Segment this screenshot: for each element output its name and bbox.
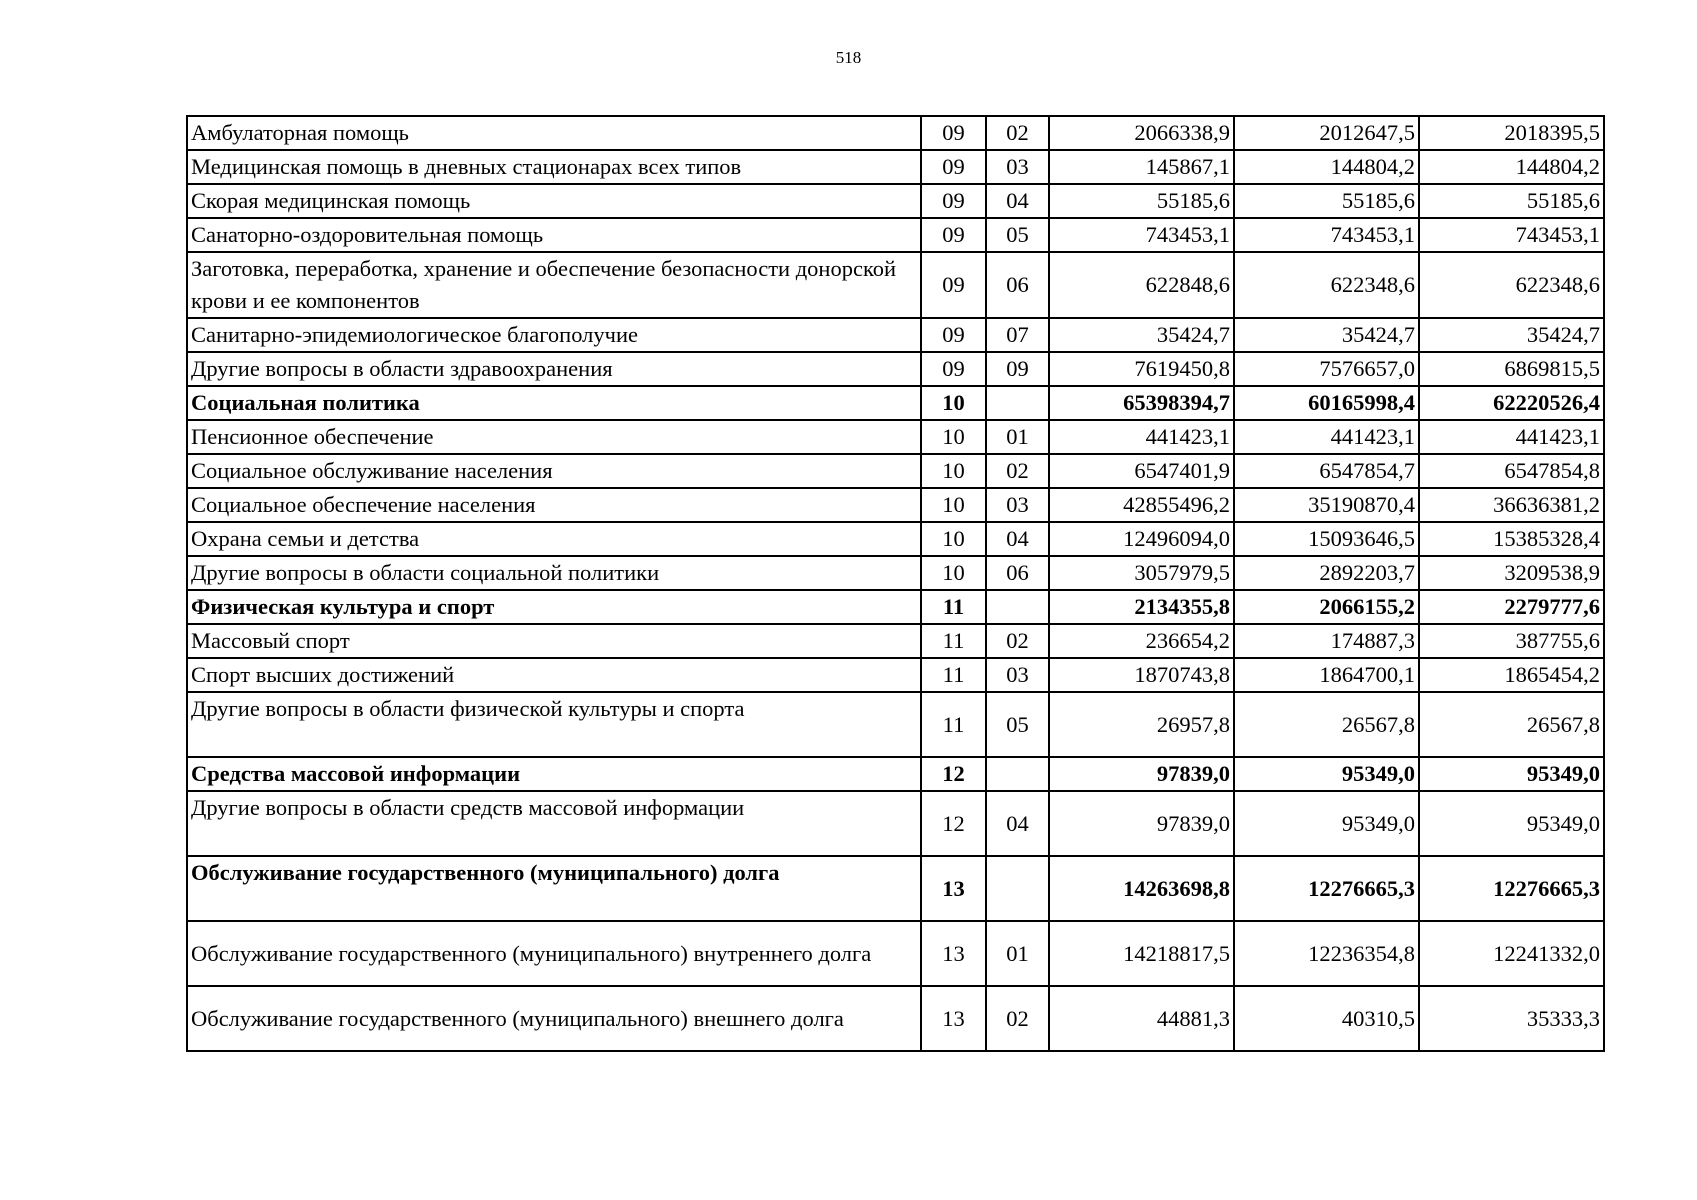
row-value-1: 14218817,5 [1049,921,1234,986]
row-value-3: 36636381,2 [1419,488,1604,522]
row-section-code: 10 [921,454,986,488]
row-value-3: 15385328,4 [1419,522,1604,556]
row-subsection-code [986,590,1049,624]
row-value-1: 1870743,8 [1049,658,1234,692]
row-name: Другие вопросы в области социальной политики [187,556,921,590]
row-subsection-code: 04 [986,184,1049,218]
row-section-code: 10 [921,522,986,556]
row-value-2: 2892203,7 [1234,556,1419,590]
row-value-2: 441423,1 [1234,420,1419,454]
table-section-row [187,386,1604,420]
row-name: Спорт высших достижений [187,658,921,692]
row-value-2: 95349,0 [1234,757,1419,791]
row-value-3: 35333,3 [1419,986,1604,1051]
row-subsection-code: 04 [986,522,1049,556]
row-section-code: 09 [921,218,986,252]
row-subsection-code: 03 [986,488,1049,522]
row-name: Социальное обслуживание населения [187,454,921,488]
row-value-2: 55185,6 [1234,184,1419,218]
row-section-code: 13 [921,856,986,921]
row-value-2: 95349,0 [1234,791,1419,856]
row-value-3: 26567,8 [1419,692,1604,757]
row-subsection-code: 02 [986,454,1049,488]
row-value-2: 2066155,2 [1234,590,1419,624]
table-section-row [187,757,1604,791]
row-name: Санаторно-оздоровительная помощь [187,218,921,252]
row-value-2: 15093646,5 [1234,522,1419,556]
row-subsection-code: 05 [986,692,1049,757]
row-section-code: 12 [921,791,986,856]
table-section-row [187,856,1604,921]
row-value-1: 12496094,0 [1049,522,1234,556]
row-value-1: 42855496,2 [1049,488,1234,522]
row-value-2: 2012647,5 [1234,116,1419,150]
row-value-1: 97839,0 [1049,791,1234,856]
table-row [187,252,1604,318]
row-value-1: 44881,3 [1049,986,1234,1051]
table-row [187,556,1604,590]
table-row [187,624,1604,658]
row-subsection-code: 06 [986,252,1049,318]
row-subsection-code: 02 [986,624,1049,658]
row-value-2: 12276665,3 [1234,856,1419,921]
table-row [187,488,1604,522]
row-name: Физическая культура и спорт [187,590,921,624]
row-name: Социальная политика [187,386,921,420]
row-subsection-code [986,386,1049,420]
table-row [187,318,1604,352]
row-value-1: 236654,2 [1049,624,1234,658]
row-value-3: 62220526,4 [1419,386,1604,420]
table-row [187,986,1604,1051]
row-value-2: 622348,6 [1234,252,1419,318]
row-section-code: 09 [921,318,986,352]
row-subsection-code: 07 [986,318,1049,352]
row-section-code: 09 [921,116,986,150]
row-name: Другие вопросы в области здравоохранения [187,352,921,386]
table-row [187,116,1604,150]
row-subsection-code: 05 [986,218,1049,252]
row-value-3: 95349,0 [1419,791,1604,856]
row-value-3: 2279777,6 [1419,590,1604,624]
row-name: Скорая медицинская помощь [187,184,921,218]
row-section-code: 11 [921,624,986,658]
row-name: Амбулаторная помощь [187,116,921,150]
row-name: Социальное обеспечение населения [187,488,921,522]
row-name: Обслуживание государственного (муниципального) внешнего долга [187,986,921,1051]
table-section-row [187,590,1604,624]
row-value-3: 441423,1 [1419,420,1604,454]
table-row [187,692,1604,757]
row-value-1: 2134355,8 [1049,590,1234,624]
row-value-2: 40310,5 [1234,986,1419,1051]
row-subsection-code [986,856,1049,921]
row-value-3: 6869815,5 [1419,352,1604,386]
table-row [187,150,1604,184]
row-section-code: 11 [921,658,986,692]
budget-table [186,115,1605,1052]
row-value-3: 387755,6 [1419,624,1604,658]
row-subsection-code: 09 [986,352,1049,386]
row-section-code: 11 [921,692,986,757]
page-number: 518 [835,48,862,67]
row-name: Медицинская помощь в дневных стационарах всех типов [187,150,921,184]
row-value-1: 3057979,5 [1049,556,1234,590]
row-value-3: 622348,6 [1419,252,1604,318]
row-subsection-code: 03 [986,150,1049,184]
table-row [187,184,1604,218]
row-value-2: 12236354,8 [1234,921,1419,986]
row-value-1: 7619450,8 [1049,352,1234,386]
row-name: Санитарно-эпидемиологическое благополучие [187,318,921,352]
row-value-1: 743453,1 [1049,218,1234,252]
row-value-2: 26567,8 [1234,692,1419,757]
row-value-2: 60165998,4 [1234,386,1419,420]
row-value-2: 743453,1 [1234,218,1419,252]
row-name: Обслуживание государственного (муниципального) внутреннего долга [187,921,921,986]
row-value-3: 12276665,3 [1419,856,1604,921]
row-value-3: 743453,1 [1419,218,1604,252]
row-value-1: 35424,7 [1049,318,1234,352]
row-section-code: 13 [921,986,986,1051]
row-name: Другие вопросы в области физической культуры и спорта [187,692,921,757]
row-section-code: 12 [921,757,986,791]
row-subsection-code: 01 [986,921,1049,986]
row-value-1: 622848,6 [1049,252,1234,318]
table-row [187,218,1604,252]
row-value-3: 3209538,9 [1419,556,1604,590]
table-row [187,791,1604,856]
row-value-3: 2018395,5 [1419,116,1604,150]
row-name: Массовый спорт [187,624,921,658]
row-section-code: 09 [921,184,986,218]
budget-table-body [187,116,1604,1051]
row-section-code: 09 [921,150,986,184]
row-value-3: 144804,2 [1419,150,1604,184]
row-subsection-code: 03 [986,658,1049,692]
row-subsection-code: 01 [986,420,1049,454]
row-subsection-code [986,757,1049,791]
row-section-code: 10 [921,386,986,420]
row-section-code: 10 [921,488,986,522]
row-section-code: 09 [921,352,986,386]
row-value-1: 97839,0 [1049,757,1234,791]
row-name: Другие вопросы в области средств массовой информации [187,791,921,856]
row-section-code: 10 [921,556,986,590]
row-name: Охрана семьи и детства [187,522,921,556]
row-value-1: 2066338,9 [1049,116,1234,150]
row-section-code: 13 [921,921,986,986]
table-row [187,420,1604,454]
row-value-3: 35424,7 [1419,318,1604,352]
row-value-1: 14263698,8 [1049,856,1234,921]
row-value-1: 26957,8 [1049,692,1234,757]
row-value-1: 55185,6 [1049,184,1234,218]
table-row [187,658,1604,692]
row-section-code: 10 [921,420,986,454]
row-name: Пенсионное обеспечение [187,420,921,454]
row-value-2: 35424,7 [1234,318,1419,352]
row-value-2: 6547854,7 [1234,454,1419,488]
row-value-3: 12241332,0 [1419,921,1604,986]
row-value-3: 55185,6 [1419,184,1604,218]
row-value-2: 7576657,0 [1234,352,1419,386]
row-section-code: 09 [921,252,986,318]
row-value-1: 6547401,9 [1049,454,1234,488]
row-value-2: 144804,2 [1234,150,1419,184]
row-name: Заготовка, переработка, хранение и обеспечение безопасности донорской крови и ее компонентов [187,252,921,318]
row-subsection-code: 04 [986,791,1049,856]
table-row [187,921,1604,986]
row-subsection-code: 06 [986,556,1049,590]
table-row [187,454,1604,488]
table-row [187,522,1604,556]
row-value-1: 65398394,7 [1049,386,1234,420]
row-value-3: 95349,0 [1419,757,1604,791]
row-section-code: 11 [921,590,986,624]
row-name: Обслуживание государственного (муниципального) долга [187,856,921,921]
row-value-2: 35190870,4 [1234,488,1419,522]
row-value-2: 174887,3 [1234,624,1419,658]
row-subsection-code: 02 [986,116,1049,150]
row-value-2: 1864700,1 [1234,658,1419,692]
row-value-1: 145867,1 [1049,150,1234,184]
row-value-3: 1865454,2 [1419,658,1604,692]
row-subsection-code: 02 [986,986,1049,1051]
row-value-3: 6547854,8 [1419,454,1604,488]
row-name: Средства массовой информации [187,757,921,791]
table-row [187,352,1604,386]
row-value-1: 441423,1 [1049,420,1234,454]
